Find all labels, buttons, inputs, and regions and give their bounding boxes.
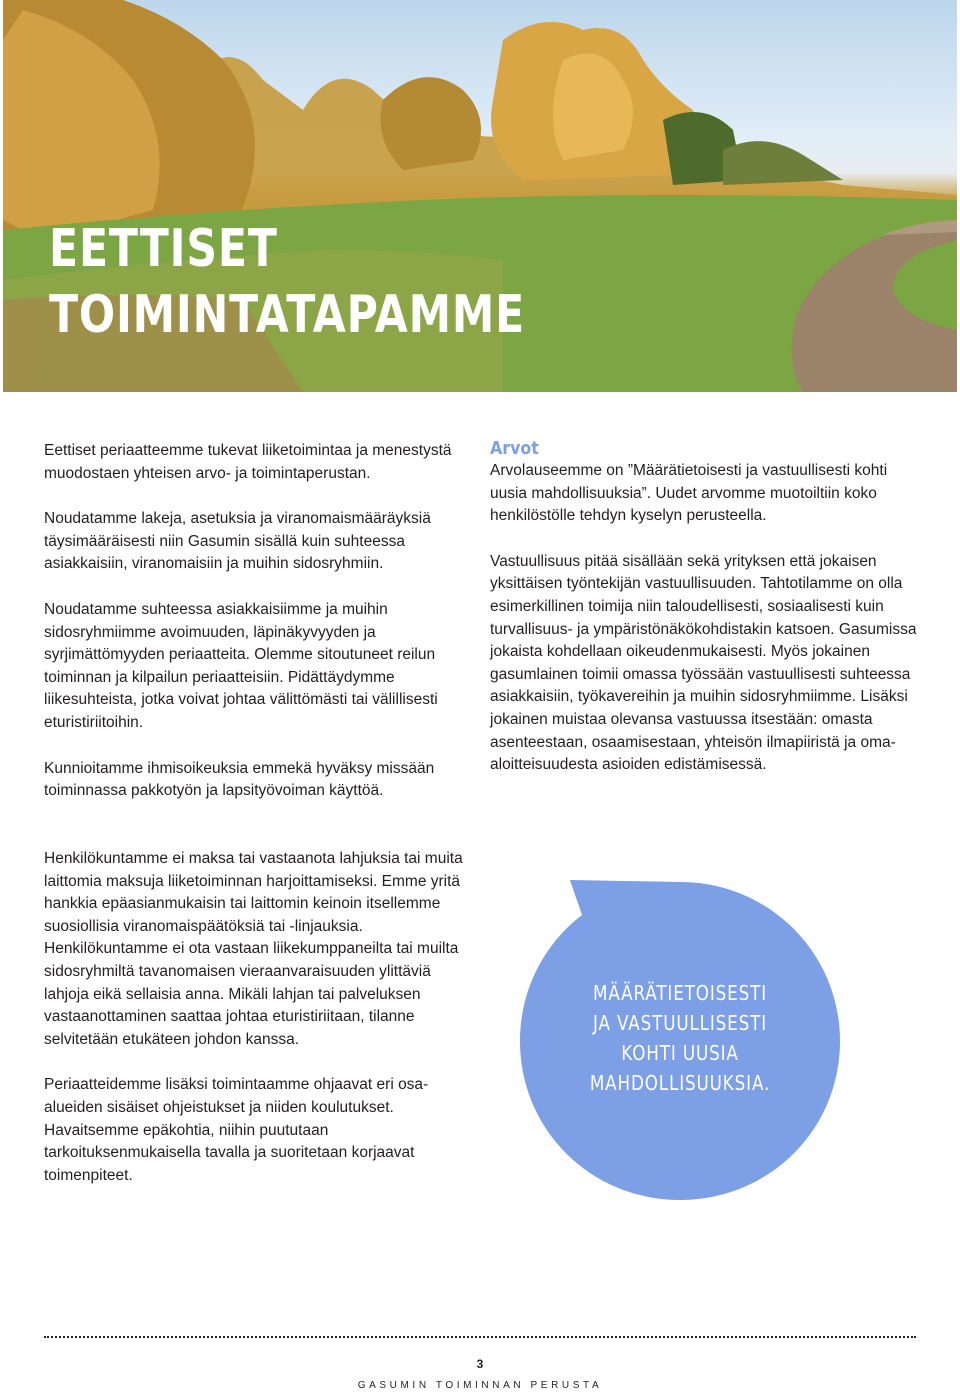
page-number: 3 <box>476 1357 484 1371</box>
page-title-line-1: EETTISET <box>49 219 278 279</box>
hero-image <box>3 0 957 392</box>
page-title-line-2: TOIMINTATAPAMME <box>49 285 526 345</box>
quote-line-4: MAHDOLLISUUKSIA. <box>589 1071 771 1095</box>
right-column <box>490 438 920 800</box>
left-column-lower <box>44 848 474 1210</box>
paragraph: Noudatamme suhteessa asiakkaisiimme ja muihin sidosryhmiimme avoimuuden, läpinäkyvyyden ja syrjimättömyyden periaatteita. Olemme sitoutuneet reilun toiminnan ja kilpailun periaatteisiin. Pidättäydymme liikesuhteista, jotka voivat johtaa välittömästi tai välillisesti eturistiriitoihin. <box>44 600 438 731</box>
footer-document-title: GASUMIN TOIMINNAN PERUSTA <box>357 1380 603 1391</box>
paragraph: Eettiset periaatteemme tukevat liiketoimintaa ja menestystä muodostaen yhteisen arvo- ja toimintaperustan. <box>44 442 452 482</box>
paragraph: Noudatamme lakeja, asetuksia ja viranomaismääräyksiä täysimääräisesti niin Gasumin sisällä kuin suhteessa asiakkaisiin, viranomaisiin ja muihin sidosryhmiin. <box>44 510 431 573</box>
section-heading-arvot: Arvot <box>490 438 539 459</box>
quote-line-1: MÄÄRÄTIETOISESTI <box>592 981 768 1005</box>
quote-line-2: JA VASTUULLISESTI <box>592 1011 768 1035</box>
paragraph: Kunnioitamme ihmisoikeuksia emmekä hyväksy missään toiminnassa pakkotyön ja lapsityövoiman käyttöä. <box>44 759 435 800</box>
footer-divider <box>44 1336 916 1338</box>
paragraph: Arvolauseemme on ”Määrätietoisesti ja vastuullisesti kohti uusia mahdollisuuksia”. Uudet arvomme muotoiltiin koko henkilöstölle tehdyn kyselyn perusteella. <box>490 462 888 525</box>
quote-line-3: KOHTI UUSIA <box>621 1041 739 1065</box>
page-title <box>49 216 525 348</box>
paragraph: Periaatteidemme lisäksi toimintaamme ohjaavat eri osa-alueiden sisäiset ohjeistukset ja niiden koulutukset. Havaitsemme epäkohtia, niihin puututaan tarkoituksenmukaisella tavalla ja suoritetaan korjaavat toimenpiteet. <box>44 1076 429 1184</box>
paragraph: Vastuullisuus pitää sisällään sekä yrityksen että jokaisen yksittäisen työntekijän vastuullisuuden. Tahtotilamme on olla esimerkillinen toimija niin taloudellisesti, sosiaalisesti kuin turvallisuus- ja ympäristönäkökohdistakin katsoen. Gasumissa jokaista kohdellaan oikeudenmukaisesti. Myös jokainen gasumlainen toimii omassa työssään vastuullisesti suhteessa asiakkaisiin, työkavereihin ja muihin sidosryhmiimme. Lisäksi jokainen muistaa olevansa vastuussa itsestään: omasta asenteestaan, osaamisestaan, yhteisön ilmapiiristä ja oma-aloitteisuudesta asioiden edistämisessä. <box>490 552 917 774</box>
paragraph: Henkilökuntamme ei maksa tai vastaanota lahjuksia tai muita laittomia maksuja liiketoiminnan harjoittamiseksi. Emme yritä hankkia epäasianmukaisin tai laittomin keinoin itsellemme suosiollisia viranomaispäätöksiä tai -linjauksia. Henkilökuntamme ei ota vastaan liikekumppaneilta tai muilta sidosryhmiltä tavanomaisen vieraanvaraisuuden ylittäviä lahjoja eikä sellaisia anna. Mikäli lahjan tai palveluksen vastaanottaminen saattaa johtaa eturistiriitaan, tilanne selvitetään etukäteen johdon kanssa. <box>44 850 463 1048</box>
left-column <box>44 440 474 826</box>
quote-text <box>520 978 840 1098</box>
